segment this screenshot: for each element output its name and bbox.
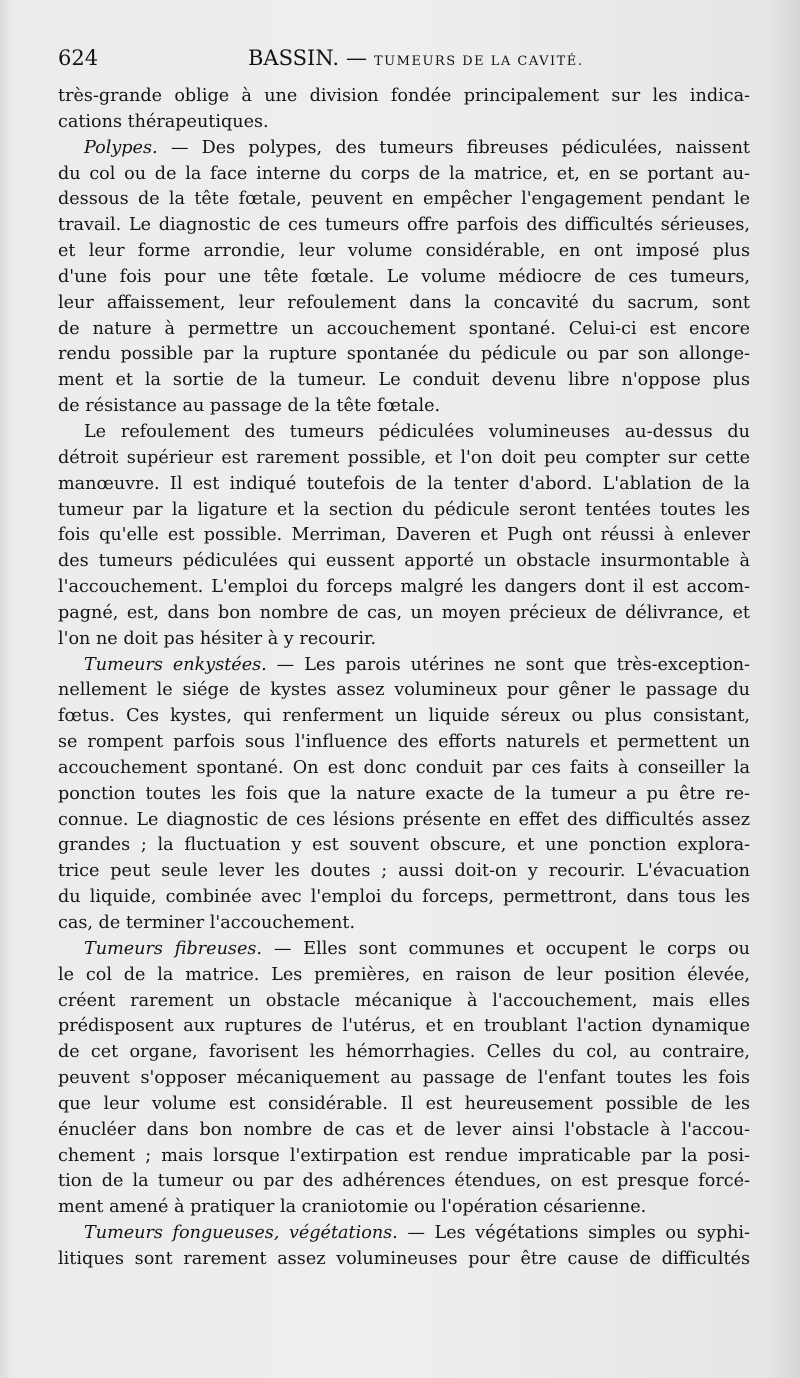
text-line [58, 833, 750, 859]
text-line [58, 136, 750, 162]
text-line [58, 859, 750, 885]
line-text: manœuvre. Il est indiqué toutefois de la tenter d'abord. L'ablation de la [58, 473, 750, 494]
line-text: énucléer dans bon nombre de cas et de lever ainsi l'obstacle à l'accou- [58, 1119, 750, 1140]
line-text: l'accouchement. L'emploi du forceps malgré les dangers dont il est accom- [58, 577, 750, 598]
line-text: cas, de terminer l'accouchement. [58, 913, 356, 933]
line-text: prédisposent aux ruptures de l'utérus, et en troublant l'action dynamique [58, 1016, 750, 1037]
text-line [58, 1195, 750, 1221]
line-text: du col ou de la face interne du corps de la matrice, et, en se portant au- [58, 163, 750, 184]
line-text: que leur volume est considérable. Il est heureusement possible de les [58, 1093, 750, 1114]
page-number: 624 [58, 46, 99, 70]
line-text: chement ; mais lorsque l'extirpation est rendue impraticable par la posi- [58, 1145, 750, 1166]
running-title-separator: — [346, 46, 368, 70]
line-text: nellement le siége de kystes assez volumineux pour gêner le passage du [58, 680, 750, 701]
text-line [58, 937, 750, 963]
line-text: litiques sont rarement assez volumineuses pour être cause de difficultés [58, 1248, 750, 1269]
line-text: peuvent s'opposer mécaniquement au passage de l'enfant toutes les fois [58, 1068, 750, 1089]
line-text: détroit supérieur est rarement possible, et l'on doit peu compter sur cette [58, 447, 750, 468]
text-line [58, 782, 750, 808]
text-line [58, 1092, 750, 1118]
text-line [58, 84, 750, 110]
line-text: ment amené à pratiquer la craniotomie ou l'opération césarienne. [58, 1197, 647, 1218]
text-line [58, 342, 750, 368]
text-line [58, 1014, 750, 1040]
text-line [58, 756, 750, 782]
line-text: ment et la sortie de la tumeur. Le conduit devenu libre n'oppose plus [58, 370, 750, 391]
text-line [58, 1118, 750, 1144]
line-text: — Les parois utérines ne sont que très-exception- [266, 654, 750, 675]
text-line [58, 291, 750, 317]
line-text: — Des polypes, des tumeurs fibreuses pédiculées, naissent [157, 137, 750, 158]
line-text: leur affaissement, leur refoulement dans la concavité du sacrum, sont [58, 292, 750, 313]
line-text: connue. Le diagnostic de ces lésions présente en effet des difficultés assez [58, 809, 750, 830]
line-text: travail. Le diagnostic de ces tumeurs offre parfois des difficultés sérieuses, [58, 215, 750, 236]
line-text: des tumeurs pédiculées qui eussent apporté un obstacle insurmontable à [58, 551, 750, 572]
text-line [58, 653, 750, 679]
text-line [58, 963, 750, 989]
line-text: — Elles sont communes et occupent le corps ou [262, 938, 750, 959]
line-text: de résistance au passage de la tête fœtale. [58, 396, 441, 417]
text-line [58, 1066, 750, 1092]
line-text: tion de la tumeur ou par des adhérences étendues, on est presque forcé- [58, 1171, 750, 1192]
text-line [58, 575, 750, 601]
line-text: et leur forme arrondie, leur volume considérable, en ont imposé plus [58, 241, 750, 262]
line-text: l'on ne doit pas hésiter à y recourir. [58, 628, 377, 649]
line-text: le col de la matrice. Les premières, en raison de leur position élevée, [58, 964, 750, 985]
text-line [58, 549, 750, 575]
line-text: rendu possible par la rupture spontanée du pédicule ou par son allonge- [58, 344, 750, 365]
text-line [58, 265, 750, 291]
line-text: fois qu'elle est possible. Merriman, Daveren et Pugh ont réussi à enlever [58, 525, 750, 546]
text-line [58, 187, 750, 213]
running-title-main: BASSIN. [248, 46, 340, 70]
text-line [58, 885, 750, 911]
line-text: se rompent parfois sous l'influence des efforts naturels et permettent un [58, 732, 750, 753]
line-text: très-grande oblige à une division fondée principalement sur les indica- [58, 86, 750, 106]
text-line [58, 472, 750, 498]
text-line [58, 627, 750, 653]
text-line [58, 498, 750, 524]
text-line [58, 446, 750, 472]
section-heading: Tumeurs fongueuses, végétations. [84, 1223, 398, 1244]
line-text: d'une fois pour une tête fœtale. Le volume médiocre de ces tumeurs, [58, 266, 750, 287]
section-heading: Tumeurs fibreuses. [84, 938, 262, 959]
line-text: trice peut seule lever les doutes ; aussi doit-on y recourir. L'évacuation [58, 861, 750, 882]
line-text: tumeur par la ligature et la section du pédicule seront tentées toutes les [58, 499, 750, 520]
text-line [58, 317, 750, 343]
text-line [58, 678, 750, 704]
text-line [58, 213, 750, 239]
text-line [58, 394, 750, 420]
line-text: — Les végétations simples ou syphi- [397, 1223, 750, 1244]
text-line [58, 911, 750, 937]
line-text: de cet organe, favorisent les hémorrhagies. Celles du col, au contraire, [58, 1042, 750, 1063]
running-title-subtitle: TUMEURS DE LA CAVITÉ. [374, 54, 584, 69]
text-line [58, 110, 750, 136]
text-line [58, 808, 750, 834]
text-line [58, 601, 750, 627]
text-line [58, 162, 750, 188]
body-text [58, 84, 750, 1273]
line-text: pagné, est, dans bon nombre de cas, un moyen précieux de délivrance, et [58, 602, 750, 623]
running-header [58, 46, 748, 78]
text-line [58, 1169, 750, 1195]
line-text: dessous de la tête fœtale, peuvent en empêcher l'engagement pendant le [58, 189, 750, 210]
line-text: ponction toutes les fois que la nature exacte de la tumeur a pu être re- [58, 783, 750, 804]
line-text: de nature à permettre un accouchement spontané. Celui-ci est encore [58, 318, 750, 339]
section-heading: Tumeurs enkystées. [84, 654, 267, 675]
text-line [58, 523, 750, 549]
running-title [248, 46, 583, 70]
text-line [58, 420, 750, 446]
text-line [58, 730, 750, 756]
line-text: créent rarement un obstacle mécanique à l'accouchement, mais elles [58, 990, 750, 1011]
line-text: accouchement spontané. On est donc conduit par ces faits à conseiller la [58, 757, 750, 778]
line-text: grandes ; la fluctuation y est souvent obscure, et une ponction explora- [58, 835, 750, 856]
text-line [58, 1144, 750, 1170]
section-heading: Polypes. [84, 137, 158, 158]
line-text: fœtus. Ces kystes, qui renferment un liquide séreux ou plus consistant, [58, 706, 750, 727]
line-text: du liquide, combinée avec l'emploi du forceps, permettront, dans tous les [58, 887, 750, 908]
text-line [58, 368, 750, 394]
text-line [58, 239, 750, 265]
line-text: cations thérapeutiques. [58, 111, 269, 132]
text-line [58, 1221, 750, 1247]
text-line [58, 989, 750, 1015]
text-line [58, 704, 750, 730]
text-line [58, 1247, 750, 1273]
line-text: Le refoulement des tumeurs pédiculées volumineuses au-dessus du [84, 421, 750, 442]
text-line [58, 1040, 750, 1066]
